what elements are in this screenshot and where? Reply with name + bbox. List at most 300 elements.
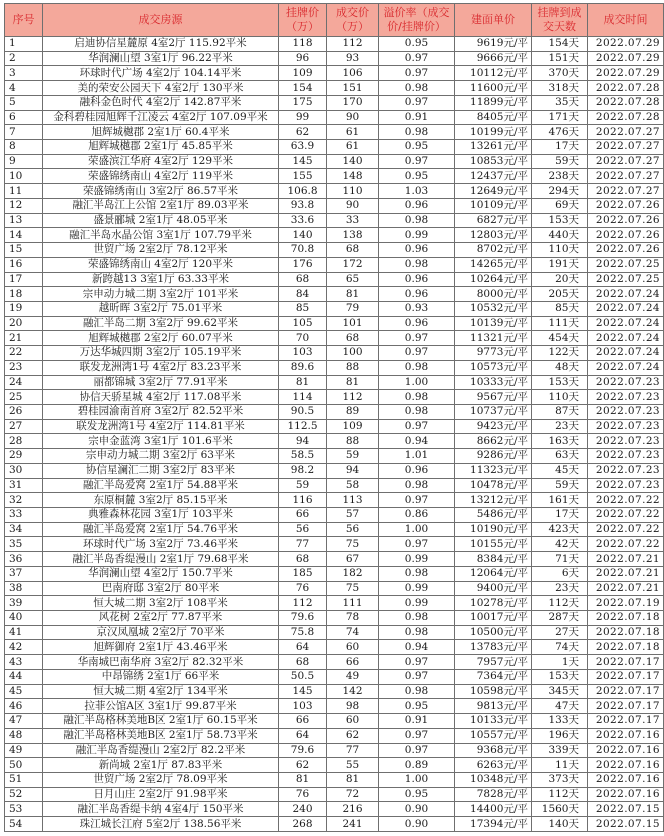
cell-index: 31 xyxy=(5,478,43,493)
cell-premium-rate: 0.97 xyxy=(379,346,455,361)
cell-days: 63天 xyxy=(532,449,588,464)
cell-index: 40 xyxy=(5,611,43,626)
cell-index: 34 xyxy=(5,522,43,537)
cell-property: 联发龙洲湾1号 4室2厅 83.23平米 xyxy=(43,360,279,375)
cell-list-price: 70 xyxy=(279,331,327,346)
cell-unit-price: 10532元/平 xyxy=(455,301,532,316)
cell-unit-price: 8384元/平 xyxy=(455,552,532,567)
cell-list-price: 68 xyxy=(279,552,327,567)
cell-property: 宗申金蓝湾 3室1厅 101.6平米 xyxy=(43,434,279,449)
cell-days: 110天 xyxy=(532,243,588,258)
cell-list-price: 175 xyxy=(279,95,327,110)
header-unit-price: 建面单价 xyxy=(455,4,532,37)
cell-date: 2022.07.17 xyxy=(588,669,664,684)
cell-index: 32 xyxy=(5,493,43,508)
cell-days: 110天 xyxy=(532,390,588,405)
cell-deal-price: 151 xyxy=(327,81,379,96)
cell-list-price: 145 xyxy=(279,154,327,169)
cell-deal-price: 148 xyxy=(327,169,379,184)
cell-unit-price: 10190元/平 xyxy=(455,522,532,537)
cell-deal-price: 62 xyxy=(327,728,379,743)
cell-date: 2022.07.24 xyxy=(588,331,664,346)
cell-deal-price: 241 xyxy=(327,817,379,832)
cell-days: 112天 xyxy=(532,787,588,802)
cell-index: 37 xyxy=(5,566,43,581)
cell-list-price: 94 xyxy=(279,434,327,449)
cell-property: 融汇半岛香缇卡纳 4室4厅 150平米 xyxy=(43,802,279,817)
table-row xyxy=(5,243,664,258)
cell-deal-price: 81 xyxy=(327,772,379,787)
cell-index: 26 xyxy=(5,404,43,419)
cell-property: 融汇半岛爱窝 2室1厅 54.76平米 xyxy=(43,522,279,537)
cell-premium-rate: 0.98 xyxy=(379,625,455,640)
cell-premium-rate: 0.98 xyxy=(379,404,455,419)
cell-list-price: 56 xyxy=(279,522,327,537)
cell-days: 48天 xyxy=(532,360,588,375)
cell-unit-price: 6263元/平 xyxy=(455,758,532,773)
cell-days: 23天 xyxy=(532,419,588,434)
table-row xyxy=(5,154,664,169)
table-row xyxy=(5,669,664,684)
cell-unit-price: 9567元/平 xyxy=(455,390,532,405)
cell-date: 2022.07.29 xyxy=(588,51,664,66)
cell-days: 238天 xyxy=(532,169,588,184)
cell-index: 13 xyxy=(5,213,43,228)
table-row xyxy=(5,419,664,434)
table-row xyxy=(5,478,664,493)
cell-property: 万达华城四期 3室2厅 105.19平米 xyxy=(43,346,279,361)
cell-list-price: 176 xyxy=(279,257,327,272)
cell-list-price: 33.6 xyxy=(279,213,327,228)
cell-date: 2022.07.28 xyxy=(588,95,664,110)
cell-index: 18 xyxy=(5,287,43,302)
cell-list-price: 68 xyxy=(279,655,327,670)
cell-unit-price: 10500元/平 xyxy=(455,625,532,640)
cell-deal-price: 88 xyxy=(327,360,379,375)
cell-index: 41 xyxy=(5,625,43,640)
table-row xyxy=(5,272,664,287)
cell-premium-rate: 0.89 xyxy=(379,758,455,773)
cell-deal-price: 81 xyxy=(327,375,379,390)
table-row xyxy=(5,316,664,331)
table-row xyxy=(5,743,664,758)
table-row xyxy=(5,184,664,199)
cell-deal-price: 113 xyxy=(327,493,379,508)
table-row xyxy=(5,655,664,670)
cell-unit-price: 10557元/平 xyxy=(455,728,532,743)
cell-property: 环球时代广场 3室2厅 73.46平米 xyxy=(43,537,279,552)
cell-date: 2022.07.26 xyxy=(588,213,664,228)
cell-premium-rate: 1.01 xyxy=(379,449,455,464)
cell-date: 2022.07.27 xyxy=(588,184,664,199)
cell-property: 联发龙洲湾1号 4室2厅 114.81平米 xyxy=(43,419,279,434)
cell-unit-price: 7364元/平 xyxy=(455,669,532,684)
cell-date: 2022.07.18 xyxy=(588,640,664,655)
cell-premium-rate: 1.03 xyxy=(379,184,455,199)
cell-unit-price: 8662元/平 xyxy=(455,434,532,449)
table-row xyxy=(5,81,664,96)
cell-date: 2022.07.22 xyxy=(588,537,664,552)
cell-index: 15 xyxy=(5,243,43,258)
cell-premium-rate: 0.96 xyxy=(379,243,455,258)
cell-unit-price: 10017元/平 xyxy=(455,611,532,626)
cell-days: 1天 xyxy=(532,655,588,670)
cell-unit-price: 7828元/平 xyxy=(455,787,532,802)
cell-index: 46 xyxy=(5,699,43,714)
cell-days: 47天 xyxy=(532,699,588,714)
cell-date: 2022.07.23 xyxy=(588,478,664,493)
cell-days: 370天 xyxy=(532,66,588,81)
cell-list-price: 63.9 xyxy=(279,140,327,155)
cell-property: 融汇半岛爱窝 2室1厅 54.88平米 xyxy=(43,478,279,493)
cell-property: 环球时代广场 4室2厅 104.14平米 xyxy=(43,66,279,81)
cell-premium-rate: 0.99 xyxy=(379,581,455,596)
cell-date: 2022.07.23 xyxy=(588,419,664,434)
cell-index: 16 xyxy=(5,257,43,272)
header-property: 成交房源 xyxy=(43,4,279,37)
cell-date: 2022.07.27 xyxy=(588,169,664,184)
cell-property: 典雅森林花园 3室1厅 103平米 xyxy=(43,508,279,523)
cell-index: 19 xyxy=(5,301,43,316)
cell-property: 丽都锦城 3室2厅 77.91平米 xyxy=(43,375,279,390)
cell-unit-price: 5486元/平 xyxy=(455,508,532,523)
cell-deal-price: 216 xyxy=(327,802,379,817)
cell-property: 融汇半岛二期 3室2厅 99.62平米 xyxy=(43,316,279,331)
cell-index: 21 xyxy=(5,331,43,346)
cell-deal-price: 110 xyxy=(327,184,379,199)
cell-days: 45天 xyxy=(532,463,588,478)
cell-deal-price: 101 xyxy=(327,316,379,331)
cell-index: 24 xyxy=(5,375,43,390)
cell-unit-price: 10278元/平 xyxy=(455,596,532,611)
cell-property: 宗申动力城二期 3室2厅 63平米 xyxy=(43,449,279,464)
table-row xyxy=(5,110,664,125)
cell-date: 2022.07.25 xyxy=(588,257,664,272)
cell-days: 153天 xyxy=(532,213,588,228)
cell-premium-rate: 0.98 xyxy=(379,257,455,272)
cell-date: 2022.07.21 xyxy=(588,581,664,596)
cell-index: 53 xyxy=(5,802,43,817)
cell-unit-price: 8702元/平 xyxy=(455,243,532,258)
cell-unit-price: 13783元/平 xyxy=(455,640,532,655)
cell-property: 华润澜山望 4室2厅 150.7平米 xyxy=(43,566,279,581)
cell-index: 44 xyxy=(5,669,43,684)
cell-days: 151天 xyxy=(532,51,588,66)
cell-deal-price: 65 xyxy=(327,272,379,287)
cell-unit-price: 10112元/平 xyxy=(455,66,532,81)
cell-list-price: 106.8 xyxy=(279,184,327,199)
cell-days: 171天 xyxy=(532,110,588,125)
cell-unit-price: 8000元/平 xyxy=(455,287,532,302)
cell-index: 23 xyxy=(5,360,43,375)
cell-index: 47 xyxy=(5,714,43,729)
cell-days: 42天 xyxy=(532,537,588,552)
cell-date: 2022.07.18 xyxy=(588,625,664,640)
cell-days: 87天 xyxy=(532,404,588,419)
cell-deal-price: 68 xyxy=(327,243,379,258)
cell-unit-price: 10853元/平 xyxy=(455,154,532,169)
cell-premium-rate: 0.97 xyxy=(379,743,455,758)
header-premium-rate: 溢价率（成交价/挂牌价） xyxy=(379,4,455,37)
cell-deal-price: 88 xyxy=(327,434,379,449)
cell-date: 2022.07.17 xyxy=(588,655,664,670)
cell-premium-rate: 0.86 xyxy=(379,508,455,523)
table-row xyxy=(5,581,664,596)
cell-premium-rate: 0.95 xyxy=(379,37,455,52)
table-row xyxy=(5,228,664,243)
cell-index: 28 xyxy=(5,434,43,449)
table-row xyxy=(5,51,664,66)
cell-property: 世贸广场 2室2厅 78.09平米 xyxy=(43,772,279,787)
cell-premium-rate: 0.97 xyxy=(379,66,455,81)
cell-unit-price: 10155元/平 xyxy=(455,537,532,552)
cell-index: 30 xyxy=(5,463,43,478)
cell-premium-rate: 0.98 xyxy=(379,611,455,626)
cell-premium-rate: 0.97 xyxy=(379,669,455,684)
cell-premium-rate: 0.96 xyxy=(379,198,455,213)
cell-list-price: 85 xyxy=(279,301,327,316)
cell-date: 2022.07.22 xyxy=(588,508,664,523)
cell-deal-price: 90 xyxy=(327,110,379,125)
cell-deal-price: 109 xyxy=(327,419,379,434)
cell-deal-price: 55 xyxy=(327,758,379,773)
table-row xyxy=(5,37,664,52)
cell-unit-price: 13212元/平 xyxy=(455,493,532,508)
cell-list-price: 62 xyxy=(279,758,327,773)
cell-unit-price: 14265元/平 xyxy=(455,257,532,272)
cell-list-price: 66 xyxy=(279,508,327,523)
cell-unit-price: 11899元/平 xyxy=(455,95,532,110)
cell-unit-price: 12437元/平 xyxy=(455,169,532,184)
table-row xyxy=(5,301,664,316)
cell-list-price: 114 xyxy=(279,390,327,405)
cell-index: 2 xyxy=(5,51,43,66)
table-row xyxy=(5,699,664,714)
cell-days: 153天 xyxy=(532,669,588,684)
cell-premium-rate: 0.97 xyxy=(379,95,455,110)
cell-deal-price: 60 xyxy=(327,714,379,729)
cell-list-price: 79.6 xyxy=(279,743,327,758)
cell-days: 27天 xyxy=(532,625,588,640)
cell-list-price: 59 xyxy=(279,478,327,493)
cell-property: 协信星澜汇二期 3室2厅 83平米 xyxy=(43,463,279,478)
cell-property: 荣盛锦绣南山 3室2厅 86.57平米 xyxy=(43,184,279,199)
cell-premium-rate: 0.97 xyxy=(379,655,455,670)
cell-deal-price: 61 xyxy=(327,140,379,155)
cell-premium-rate: 0.96 xyxy=(379,287,455,302)
cell-property: 宗申动力城二期 3室2厅 101平米 xyxy=(43,287,279,302)
cell-premium-rate: 0.90 xyxy=(379,817,455,832)
cell-deal-price: 74 xyxy=(327,625,379,640)
cell-list-price: 90.5 xyxy=(279,404,327,419)
cell-unit-price: 9619元/平 xyxy=(455,37,532,52)
cell-days: 454天 xyxy=(532,331,588,346)
table-row xyxy=(5,390,664,405)
cell-property: 融汇半岛江上公馆 2室1厅 89.03平米 xyxy=(43,198,279,213)
table-row xyxy=(5,596,664,611)
cell-list-price: 154 xyxy=(279,81,327,96)
header-row xyxy=(5,4,664,37)
table-row xyxy=(5,625,664,640)
cell-index: 42 xyxy=(5,640,43,655)
cell-index: 29 xyxy=(5,449,43,464)
cell-deal-price: 182 xyxy=(327,566,379,581)
cell-index: 52 xyxy=(5,787,43,802)
cell-date: 2022.07.16 xyxy=(588,787,664,802)
cell-index: 43 xyxy=(5,655,43,670)
cell-premium-rate: 0.98 xyxy=(379,390,455,405)
cell-days: 59天 xyxy=(532,478,588,493)
cell-date: 2022.07.22 xyxy=(588,522,664,537)
cell-date: 2022.07.23 xyxy=(588,434,664,449)
table-body xyxy=(5,37,664,832)
cell-unit-price: 12803元/平 xyxy=(455,228,532,243)
cell-index: 12 xyxy=(5,198,43,213)
cell-days: 163天 xyxy=(532,434,588,449)
cell-date: 2022.07.15 xyxy=(588,817,664,832)
cell-days: 287天 xyxy=(532,611,588,626)
cell-date: 2022.07.16 xyxy=(588,728,664,743)
cell-deal-price: 75 xyxy=(327,537,379,552)
cell-index: 38 xyxy=(5,581,43,596)
cell-list-price: 89.6 xyxy=(279,360,327,375)
table-row xyxy=(5,95,664,110)
cell-premium-rate: 0.98 xyxy=(379,125,455,140)
cell-days: 74天 xyxy=(532,640,588,655)
table-row xyxy=(5,463,664,478)
cell-property: 拉菲公馆A区 3室1厅 99.87平米 xyxy=(43,699,279,714)
cell-date: 2022.07.16 xyxy=(588,758,664,773)
cell-index: 27 xyxy=(5,419,43,434)
cell-index: 3 xyxy=(5,66,43,81)
header-deal-date: 成交时间 xyxy=(588,4,664,37)
cell-property: 东原桐麓 3室2厅 85.15平米 xyxy=(43,493,279,508)
cell-premium-rate: 0.94 xyxy=(379,640,455,655)
cell-date: 2022.07.24 xyxy=(588,360,664,375)
cell-list-price: 268 xyxy=(279,817,327,832)
cell-deal-price: 77 xyxy=(327,743,379,758)
cell-list-price: 140 xyxy=(279,228,327,243)
cell-list-price: 93.8 xyxy=(279,198,327,213)
cell-date: 2022.07.26 xyxy=(588,198,664,213)
cell-deal-price: 61 xyxy=(327,125,379,140)
cell-unit-price: 9813元/平 xyxy=(455,699,532,714)
cell-date: 2022.07.24 xyxy=(588,316,664,331)
table-row xyxy=(5,640,664,655)
table-row xyxy=(5,758,664,773)
cell-deal-price: 89 xyxy=(327,404,379,419)
cell-deal-price: 142 xyxy=(327,684,379,699)
cell-property: 荣盛锦绣南山 4室2厅 119平米 xyxy=(43,169,279,184)
cell-list-price: 103 xyxy=(279,699,327,714)
cell-unit-price: 12649元/平 xyxy=(455,184,532,199)
cell-unit-price: 17394元/平 xyxy=(455,817,532,832)
cell-days: 191天 xyxy=(532,257,588,272)
table-row xyxy=(5,125,664,140)
cell-days: 11天 xyxy=(532,758,588,773)
cell-index: 39 xyxy=(5,596,43,611)
table-row xyxy=(5,66,664,81)
cell-unit-price: 11323元/平 xyxy=(455,463,532,478)
cell-index: 49 xyxy=(5,743,43,758)
cell-property: 启迪协信星麓原 4室2厅 115.92平米 xyxy=(43,37,279,52)
cell-deal-price: 98 xyxy=(327,699,379,714)
cell-premium-rate: 0.90 xyxy=(379,802,455,817)
cell-unit-price: 9666元/平 xyxy=(455,51,532,66)
cell-property: 融汇半岛香缇漫山 2室2厅 82.2平米 xyxy=(43,743,279,758)
cell-index: 33 xyxy=(5,508,43,523)
cell-date: 2022.07.28 xyxy=(588,110,664,125)
cell-unit-price: 11600元/平 xyxy=(455,81,532,96)
cell-index: 4 xyxy=(5,81,43,96)
cell-deal-price: 78 xyxy=(327,611,379,626)
cell-days: 17天 xyxy=(532,140,588,155)
table-row xyxy=(5,566,664,581)
table-row xyxy=(5,140,664,155)
cell-unit-price: 10478元/平 xyxy=(455,478,532,493)
cell-premium-rate: 0.91 xyxy=(379,110,455,125)
cell-days: 423天 xyxy=(532,522,588,537)
cell-days: 140天 xyxy=(532,817,588,832)
cell-date: 2022.07.23 xyxy=(588,463,664,478)
cell-property: 越昕晖 3室2厅 75.01平米 xyxy=(43,301,279,316)
cell-list-price: 76 xyxy=(279,581,327,596)
cell-date: 2022.07.16 xyxy=(588,772,664,787)
cell-days: 154天 xyxy=(532,37,588,52)
cell-premium-rate: 1.00 xyxy=(379,375,455,390)
cell-premium-rate: 0.98 xyxy=(379,213,455,228)
cell-property: 融科金色时代 4室2厅 142.87平米 xyxy=(43,95,279,110)
cell-deal-price: 67 xyxy=(327,552,379,567)
cell-days: 59天 xyxy=(532,154,588,169)
cell-premium-rate: 1.00 xyxy=(379,772,455,787)
cell-unit-price: 12064元/平 xyxy=(455,566,532,581)
cell-premium-rate: 0.94 xyxy=(379,434,455,449)
cell-property: 珠江城长江府 5室2厅 138.56平米 xyxy=(43,817,279,832)
cell-property: 融汇半岛水晶公馆 3室1厅 107.79平米 xyxy=(43,228,279,243)
cell-list-price: 109 xyxy=(279,66,327,81)
cell-index: 50 xyxy=(5,758,43,773)
cell-deal-price: 79 xyxy=(327,301,379,316)
cell-property: 融汇半岛格林美地B区 2室1厅 58.73平米 xyxy=(43,728,279,743)
cell-premium-rate: 0.97 xyxy=(379,728,455,743)
cell-days: 440天 xyxy=(532,228,588,243)
cell-index: 45 xyxy=(5,684,43,699)
cell-days: 6天 xyxy=(532,566,588,581)
cell-unit-price: 10109元/平 xyxy=(455,198,532,213)
cell-unit-price: 9773元/平 xyxy=(455,346,532,361)
cell-property: 旭辉城樾郡 2室2厅 60.07平米 xyxy=(43,331,279,346)
cell-unit-price: 10333元/平 xyxy=(455,375,532,390)
cell-days: 161天 xyxy=(532,493,588,508)
cell-deal-price: 49 xyxy=(327,669,379,684)
cell-list-price: 75.8 xyxy=(279,625,327,640)
cell-deal-price: 106 xyxy=(327,66,379,81)
cell-property: 日月山庄 2室2厅 91.98平米 xyxy=(43,787,279,802)
cell-property: 新尚城 2室1厅 87.83平米 xyxy=(43,758,279,773)
cell-days: 69天 xyxy=(532,198,588,213)
cell-property: 融汇半岛格林美地B区 2室1厅 60.15平米 xyxy=(43,714,279,729)
cell-list-price: 112 xyxy=(279,596,327,611)
cell-date: 2022.07.21 xyxy=(588,566,664,581)
cell-date: 2022.07.27 xyxy=(588,125,664,140)
cell-unit-price: 13261元/平 xyxy=(455,140,532,155)
cell-date: 2022.07.16 xyxy=(588,743,664,758)
cell-index: 25 xyxy=(5,390,43,405)
cell-date: 2022.07.25 xyxy=(588,272,664,287)
cell-premium-rate: 0.98 xyxy=(379,81,455,96)
cell-list-price: 103 xyxy=(279,346,327,361)
